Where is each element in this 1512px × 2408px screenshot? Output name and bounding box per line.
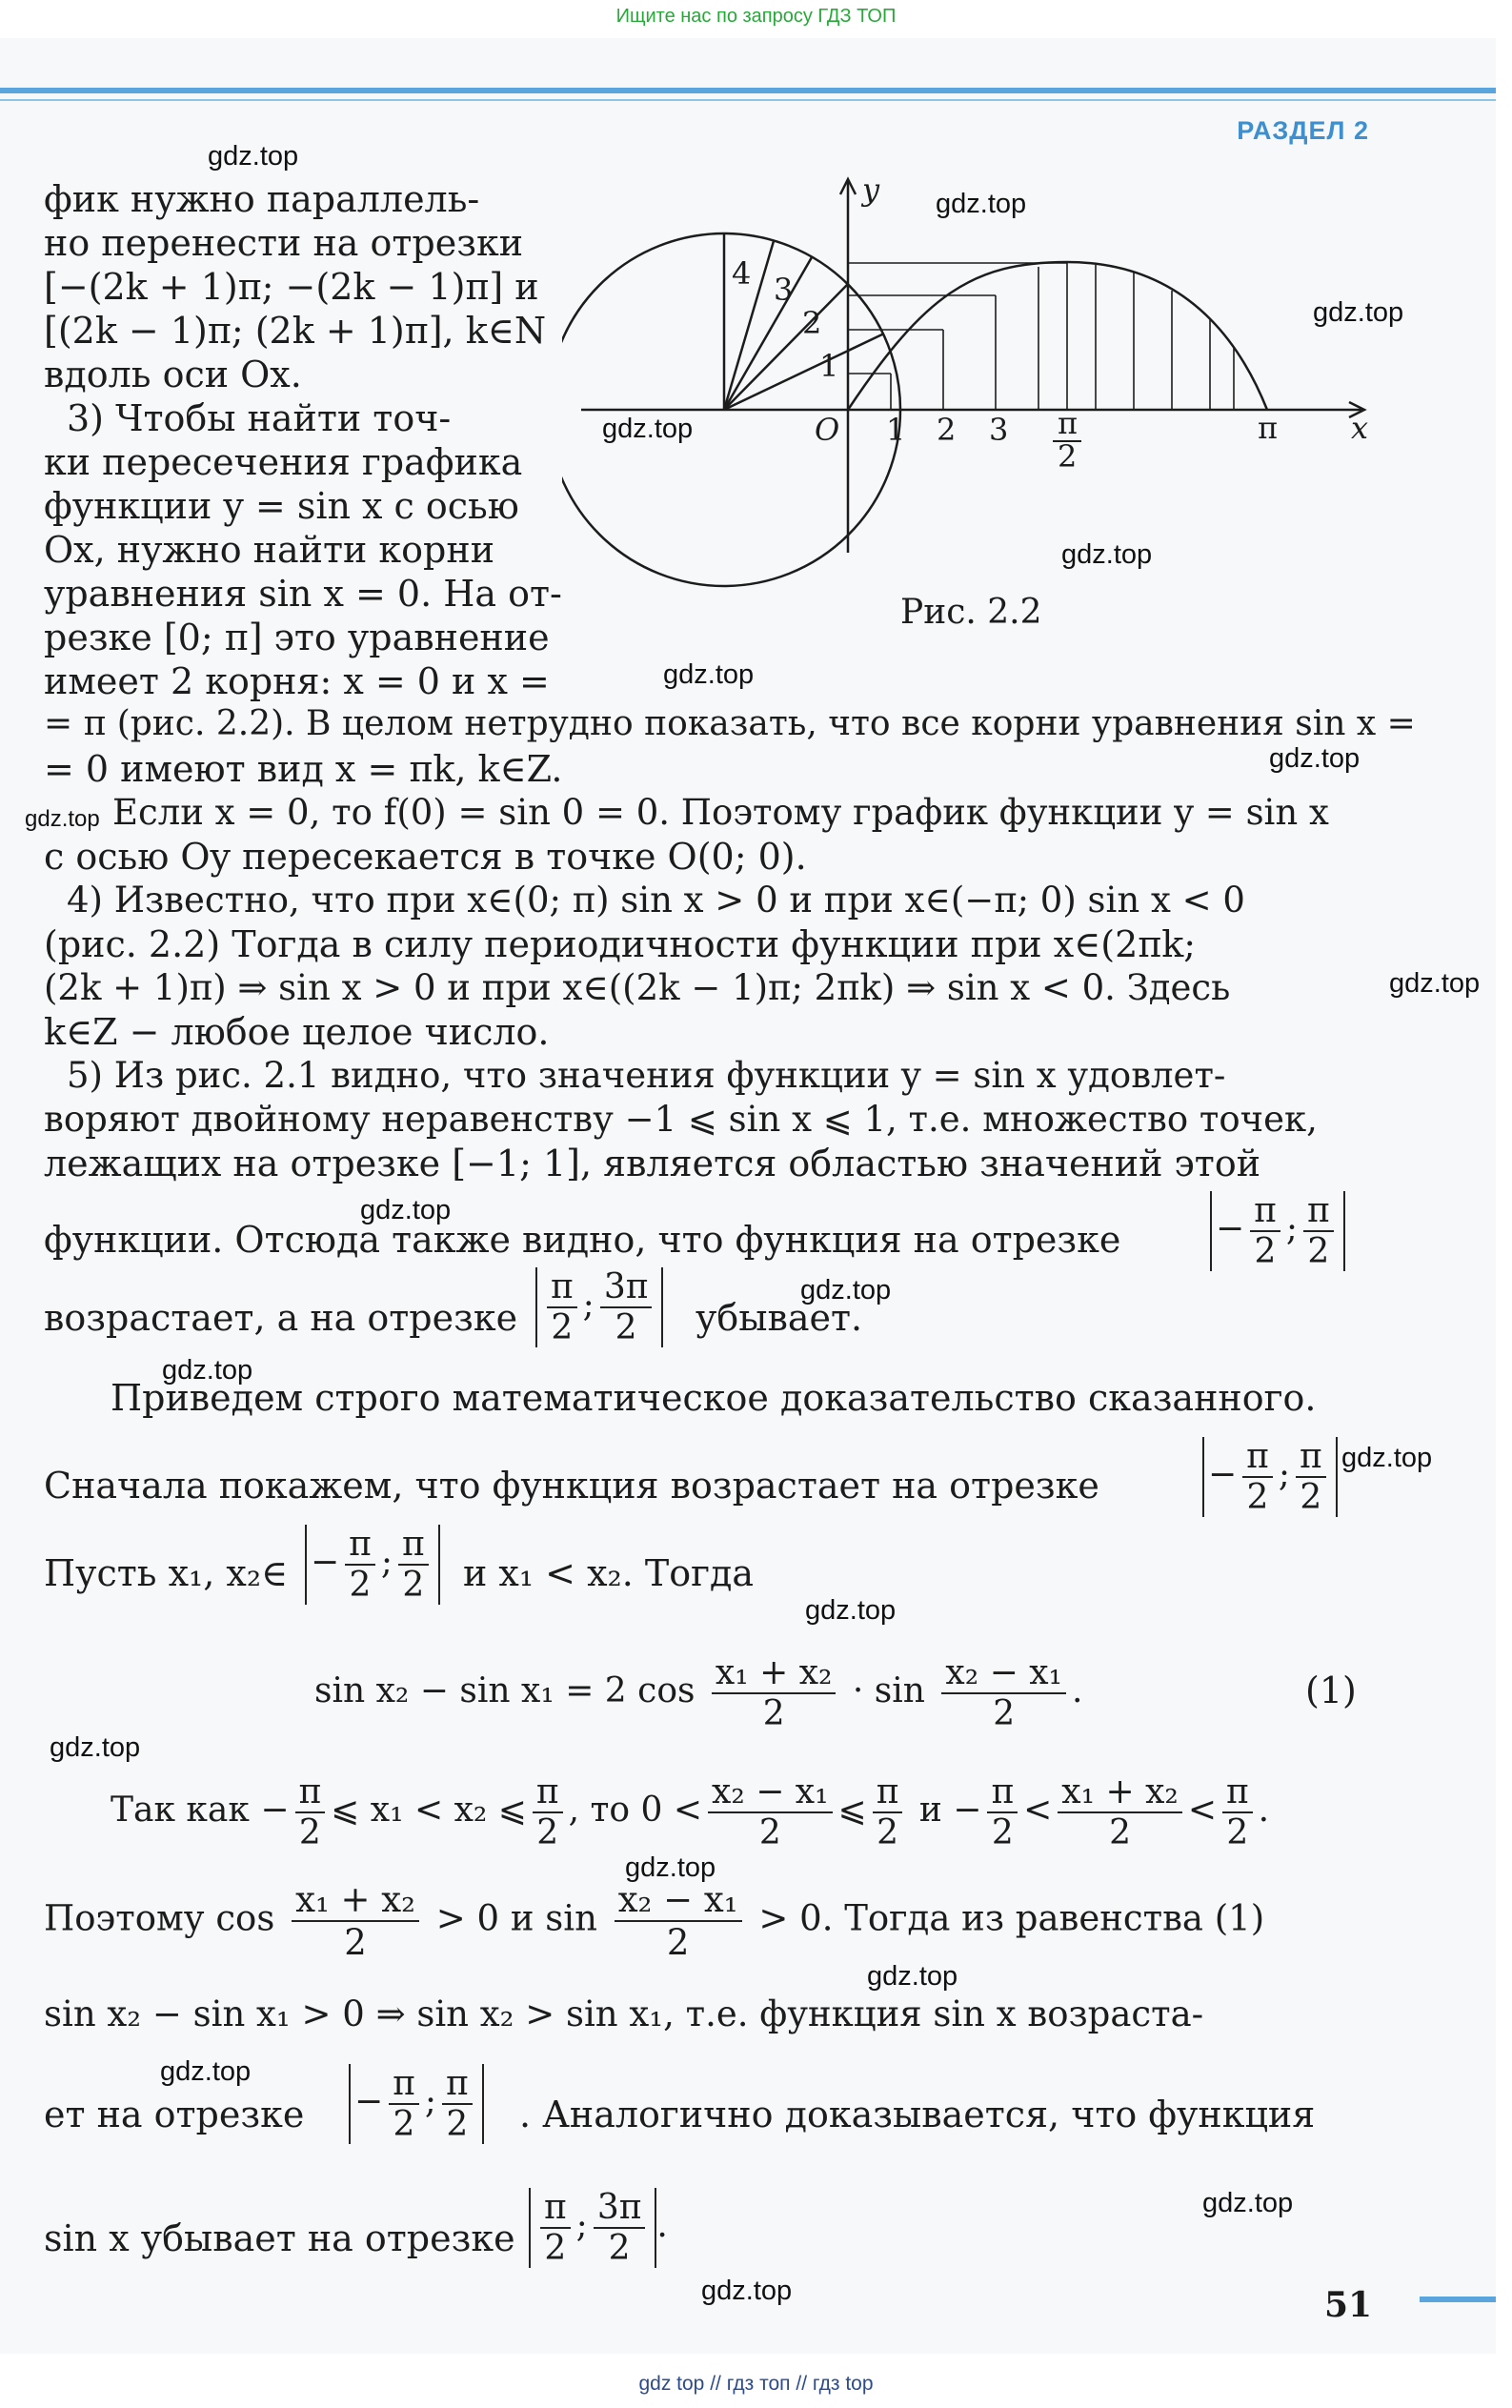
watermark: gdz.top (1341, 1443, 1433, 1473)
text-line: Ox, нужно найти корни (44, 529, 495, 571)
text-line: уравнения sin x = 0. На от- (44, 573, 562, 615)
watermark: gdz.top (208, 141, 299, 172)
text-line: имеет 2 корня: x = 0 и x = (44, 660, 550, 702)
watermark: gdz.top (1202, 2188, 1294, 2218)
text-line: k∈Z − любое целое число. (44, 1011, 550, 1053)
text-line: 5) Из рис. 2.1 видно, что значения функции y = sin x удовлет- (67, 1055, 1226, 1096)
text-line: возрастает, а на отрезке (44, 1297, 518, 1339)
watermark: gdz.top (701, 2276, 793, 2306)
watermark: gdz.top (1313, 297, 1404, 328)
text-line: лежащих на отрезке [−1; 1], является областью значений этой (44, 1143, 1261, 1184)
axis-label-y: y (862, 172, 880, 208)
watermark: gdz.top (50, 1732, 141, 1763)
origin-label: O (815, 412, 840, 448)
text-line: резке [0; π] это уравнение (44, 617, 550, 658)
section-label: РАЗДЕЛ 2 (1237, 116, 1369, 145)
circle-label-4: 4 (732, 255, 752, 292)
tick-pi-half: π (1058, 405, 1079, 441)
circle-label-3: 3 (774, 272, 794, 308)
text-line: [(2k − 1)π; (2k + 1)π], k∈N (44, 310, 547, 352)
text-line: но перенести на отрезки (44, 222, 524, 264)
watermark: gdz.top (160, 2056, 252, 2087)
text-line: вдоль оси Ox. (44, 354, 302, 395)
watermark: gdz.top (1061, 539, 1153, 570)
watermark: gdz.top (360, 1195, 452, 1225)
watermark: gdz.top (25, 806, 100, 832)
text-line: [−(2k + 1)π; −(2k − 1)π] и (44, 266, 539, 308)
text-line: (2k + 1)π) ⇒ sin x > 0 и при x∈((2k − 1)π; 2πk) ⇒ sin x < 0. Здесь (44, 967, 1231, 1008)
watermark: gdz.top (936, 189, 1027, 219)
watermark: gdz.top (800, 1275, 892, 1305)
page-number: 51 (1324, 2285, 1373, 2325)
text-line: 3) Чтобы найти точ- (67, 397, 452, 439)
header-stripe (0, 88, 1496, 93)
tick-3: 3 (989, 412, 1009, 448)
text-line: Если x = 0, то f(0) = sin 0 = 0. Поэтому график функции y = sin x (112, 792, 1329, 833)
interval-pi-half-3pi-half: $\frac{\pi}{2}$ ; $\frac{3\pi}{2}$ (535, 1267, 663, 1347)
text-line: 4) Известно, что при x∈(0; π) sin x > 0 и при x∈(−π; 0) sin x < 0 (67, 880, 1245, 921)
text-line: фик нужно параллель- (44, 178, 480, 220)
interval-minus-pi-half-pi-half: − $\frac{\pi}{2}$ ; $\frac{\pi}{2}$ (349, 2064, 484, 2144)
therefore-line: Поэтому cos $\frac{\text{x₁ + x₂}}{2}$ > 0 и sin $\frac{\text{x₂ − x₁}}{2}$ > 0. Тогда из равенства (1) (44, 1879, 1265, 1963)
bottom-banner[interactable]: gdz top // гдз топ // гдз top (638, 2373, 874, 2395)
text-line: sin x убывает на отрезке (44, 2217, 515, 2259)
text-line: = 0 имеют вид x = πk, k∈Z. (44, 748, 563, 790)
formula-1: sin x₂ − sin x₁ = 2 cos $\frac{\text{x₁ + x₂}}{2}$ · sin $\frac{\text{x₂ − x₁}}{2}$ . (314, 1653, 1083, 1733)
text-line: ки пересечения графика (44, 441, 523, 483)
interval-minus-pi-half-pi-half: − $\frac{\pi}{2}$ ; $\frac{\pi}{2}$ (1202, 1437, 1338, 1517)
watermark: gdz.top (1389, 968, 1481, 999)
text-line: функции y = sin x с осью (44, 485, 519, 527)
watermark: gdz.top (805, 1595, 897, 1626)
text-line: с осью Oy пересекается в точке O(0; 0). (44, 836, 807, 878)
text-line: функции. Отсюда также видно, что функция на отрезке (44, 1219, 1121, 1261)
text-line: (рис. 2.2) Тогда в силу периодичности функции при x∈(2πk; (44, 923, 1197, 965)
circle-label-1: 1 (819, 348, 839, 384)
text-line: Сначала покажем, что функция возрастает на отрезке (44, 1465, 1099, 1507)
watermark: gdz.top (867, 1961, 958, 1992)
text-line: Пусть x₁, x₂∈ (44, 1552, 289, 1594)
circle-label-2: 2 (802, 305, 822, 341)
text-line: sin x₂ − sin x₁ > 0 ⇒ sin x₂ > sin x₁, т.е. функция sin x возраста- (44, 1993, 1204, 2034)
watermark: gdz.top (162, 1355, 253, 1386)
text-line: убывает. (696, 1297, 863, 1339)
text-line: воряют двойному неравенству −1 ⩽ sin x ⩽ 1, т.е. множество точек, (44, 1099, 1318, 1140)
axis-label-x: x (1351, 410, 1369, 446)
text-line: и x₁ < x₂. Тогда (463, 1552, 755, 1594)
top-banner[interactable]: Ищите нас по запросу ГДЗ ТОП (615, 6, 897, 27)
inequality-line: Так как − $\frac{\pi}{2}$ ⩽ x₁ < x₂ ⩽ $\frac{\pi}{2}$ , то 0 < $\frac{\text{x₂ − x₁}}{2}$ ⩽ $\frac{\pi}{2}$ и − $\frac{\pi}{2}$ < $\frac{\text{x₁ + x₂}}{2}$ < $\frac{\pi}{2}$ . (111, 1772, 1270, 1852)
text-line: Приведем строго математическое доказательство сказанного. (111, 1377, 1317, 1419)
text-line: = π (рис. 2.2). В целом нетрудно показать, что все корни уравнения sin x = (44, 704, 1416, 743)
watermark: gdz.top (625, 1852, 716, 1883)
svg-text:2: 2 (1058, 438, 1078, 475)
figure-2-2 (562, 172, 1381, 591)
figure-caption: Рис. 2.2 (900, 593, 1042, 632)
watermark: gdz.top (663, 659, 755, 690)
watermark: gdz.top (1269, 743, 1361, 774)
text-line: . Аналогично доказывается, что функция (519, 2094, 1316, 2135)
interval-pi-half-3pi-half: $\frac{\pi}{2}$ ; $\frac{3\pi}{2}$ . (529, 2188, 668, 2268)
tick-pi: π (1258, 410, 1279, 446)
sine-curve (848, 262, 1267, 410)
watermark: gdz.top (602, 414, 694, 444)
tick-2: 2 (937, 412, 957, 448)
header-stripe-thin (0, 99, 1496, 101)
interval-minus-pi-half-pi-half: − $\frac{\pi}{2}$ ; $\frac{\pi}{2}$ (305, 1525, 440, 1605)
text-line: ет на отрезке (44, 2094, 305, 2135)
formula-number: (1) (1305, 1669, 1357, 1711)
page-number-bar (1420, 2297, 1496, 2302)
interval-minus-pi-half-pi-half: − $\frac{\pi}{2}$ ; $\frac{\pi}{2}$ (1210, 1191, 1345, 1271)
tick-1: 1 (886, 412, 906, 448)
